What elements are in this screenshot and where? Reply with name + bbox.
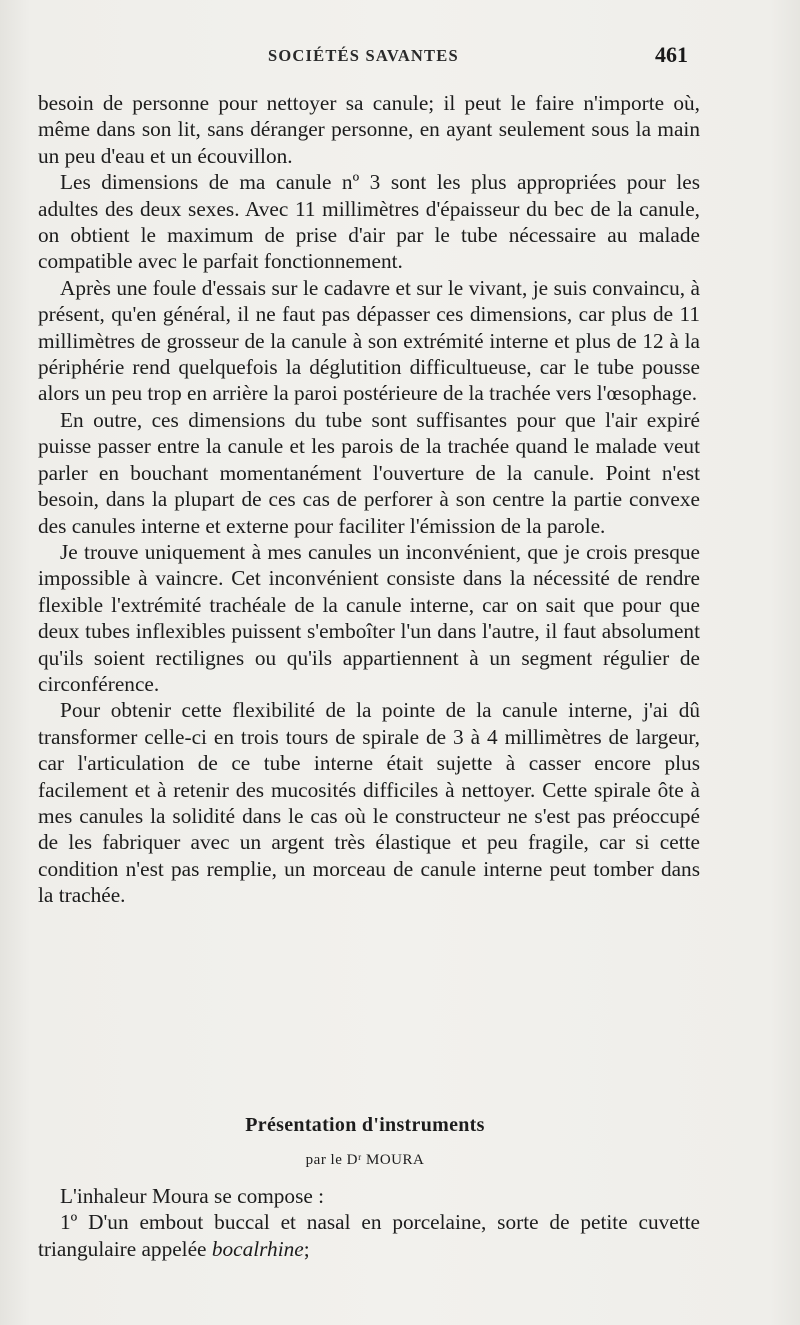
closing-paragraph-1: L'inhaleur Moura se compose :: [60, 1184, 325, 1208]
page-number: 461: [655, 42, 688, 67]
section-byline: par le Dʳ MOURA: [305, 1152, 425, 1168]
paragraph-2: Les dimensions de ma canule nº 3 sont les plus appropriées pour les adultes des deux sexes. Avec 11 millimètres d'épaisseur du bec de la canule, on obtient le maximum de prise d'air par le tube nécessaire au malade compatible avec le parfait fonctionnement.: [38, 170, 700, 274]
paragraph-1: besoin de personne pour nettoyer sa canule; il peut le faire n'importe où, même dans son lit, sans déranger personne, en ayant seulement sous la main un peu d'eau et un écouvillon.: [38, 91, 700, 168]
closing-text: [38, 1183, 700, 1262]
paragraph-3: Après une foule d'essais sur le cadavre et sur le vivant, je suis convaincu, à présent, qu'en général, il ne faut pas dépasser ces dimensions, car plus de 11 millimètres de grosseur de la canule à son extrémité interne et plus de 12 à la périphérie rend quelquefois la déglutition difficultueuse, car le tube pousse alors un peu trop en arrière la paroi postérieure de la trachée vers l'œsophage.: [38, 275, 700, 406]
paragraph-6: Pour obtenir cette flexibilité de la pointe de la canule interne, j'ai dû transformer celle-ci en trois tours de spirale de 3 à 4 millimètres de largeur, car l'articulation de ce tube interne était sujette à casser encore plus facilement et à retenir des mucosités difficiles à nettoyer. Cette spirale ôte à mes canules la solidité dans le cas où le constructeur ne s'est pas préoccupé de les fabriquer avec un argent très élastique et peu fragile, car si cette condition n'est pas remplie, un morceau de canule interne peut tomber dans la trachée.: [38, 698, 700, 908]
closing-paragraph-2-end: ;: [303, 1236, 310, 1261]
closing-paragraph-2: [38, 1209, 700, 1262]
running-head: SOCIÉTÉS SAVANTES: [268, 46, 459, 65]
closing-paragraph-2-italic: bocalrhine: [211, 1236, 304, 1261]
body-text: [38, 90, 700, 909]
closing-paragraph-2-start: 1º D'un embout buccal et nasal en porcelaine, sorte de petite cuvette triangulaire appelée: [38, 1210, 700, 1261]
paragraph-4: En outre, ces dimensions du tube sont suffisantes pour que l'air expiré puisse passer entre la canule et les parois de la trachée quand le malade veut parler en bouchant momentanément l'ouverture de la canule. Point n'est besoin, dans la plupart de ces cas de perforer à son centre la partie convexe des canules interne et externe pour faciliter l'émission de la parole.: [38, 407, 700, 538]
paragraph-5: Je trouve uniquement à mes canules un inconvénient, que je crois presque impossible à vaincre. Cet inconvénient consiste dans la nécessité de rendre flexible l'extrémité trachéale de la canule interne, car on sait que pour que deux tubes inflexibles puissent s'emboîter l'un dans l'autre, il faut absolument qu'ils soient rectilignes ou qu'ils appartiennent à un segment régulier de circonférence.: [38, 539, 700, 696]
section-title: Présentation d'instruments: [245, 1114, 485, 1136]
page-header: [0, 42, 800, 72]
